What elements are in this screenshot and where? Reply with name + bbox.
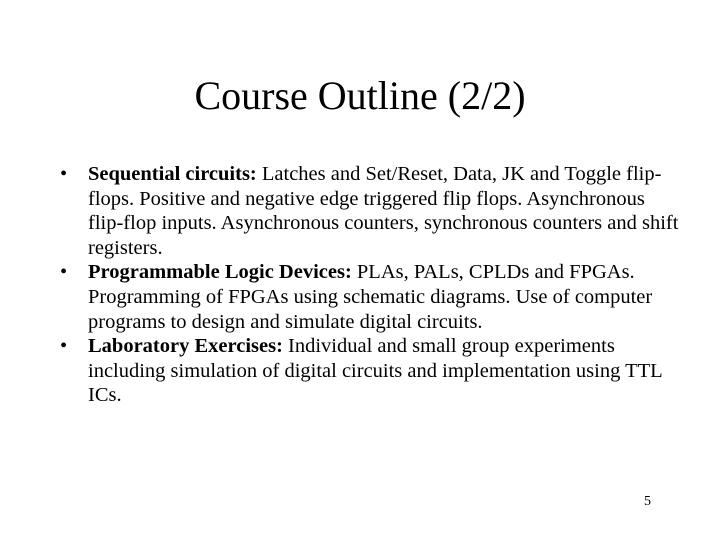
bullet-text: Individual and small group experiments including simulation of digital circuits and implementation using TTL ICs. bbox=[88, 335, 662, 407]
bullet-dot-icon: • bbox=[60, 261, 68, 284]
bullet-dot-icon: • bbox=[60, 163, 68, 185]
bullet-list bbox=[60, 162, 680, 408]
bullet-text: Latches and Set/Reset, Data, JK and Toggle flip-flops. Positive and negative edge triggered flip flops. Asynchronous flip-flop inputs. Asynchronous counters, synchronous counters and shift registers. bbox=[88, 163, 679, 259]
bullet-item-laboratory-exercises bbox=[60, 334, 680, 408]
page-number: 5 bbox=[644, 494, 651, 509]
bullet-item-programmable-logic-devices bbox=[60, 260, 680, 334]
bullet-item-sequential-circuits bbox=[60, 162, 680, 260]
bullet-heading: Programmable Logic Devices: bbox=[88, 261, 352, 284]
bullet-dot-icon: • bbox=[60, 335, 68, 358]
bullet-heading: Sequential circuits: bbox=[88, 163, 257, 185]
bullet-text: PLAs, PALs, CPLDs and FPGAs. Programming of FPGAs using schematic diagrams. Use of computer programs to design and simulate digital circuits. bbox=[88, 261, 653, 333]
slide-title: Course Outline (2/2) bbox=[194, 73, 526, 118]
bullet-heading: Laboratory Exercises: bbox=[88, 335, 283, 358]
